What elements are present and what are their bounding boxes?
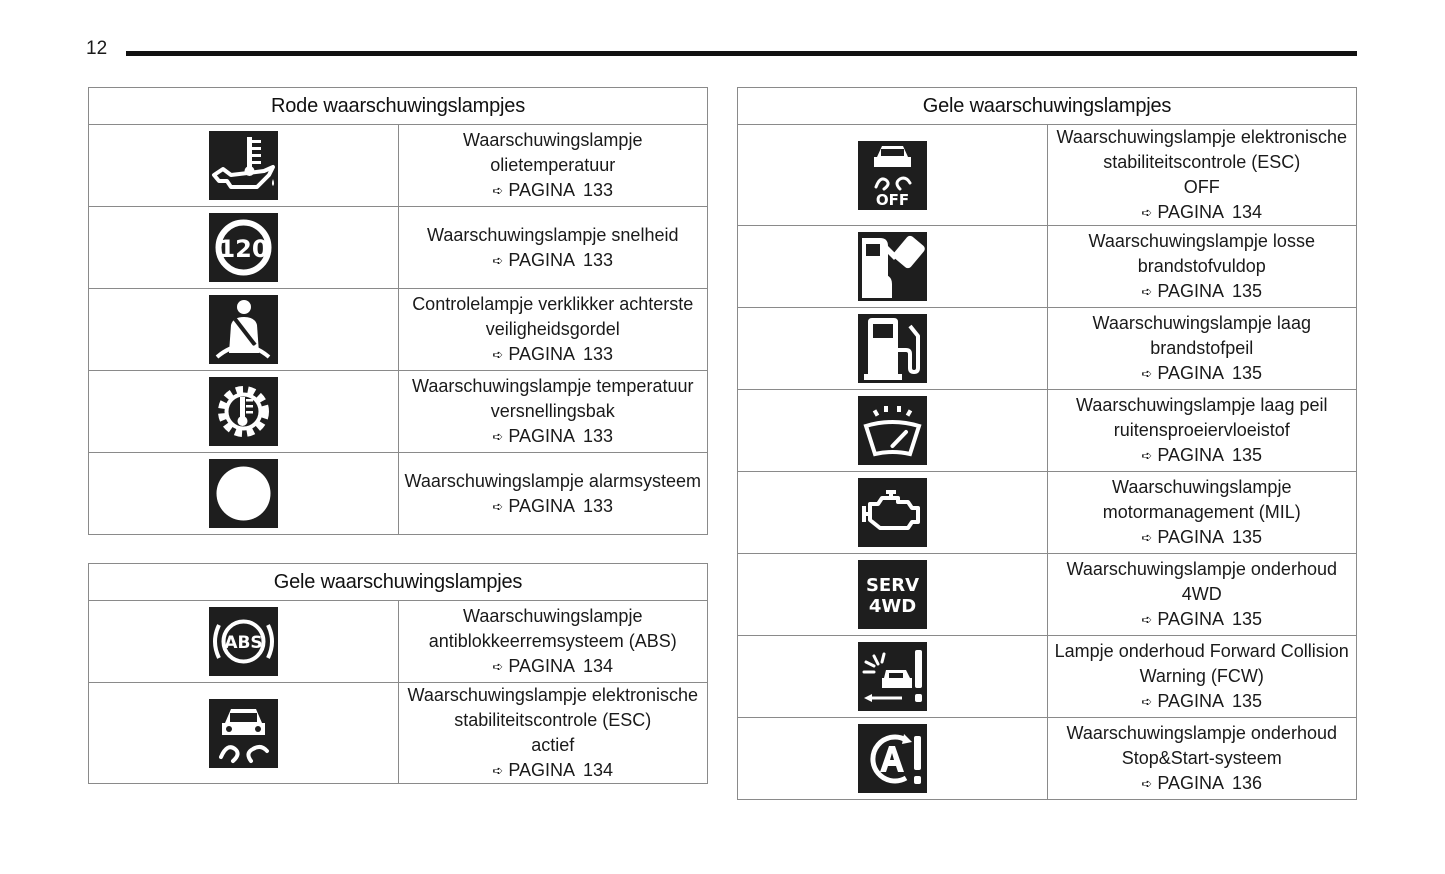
row-label: Waarschuwingslampje losse brandstofvuldop — [1088, 231, 1315, 276]
alarm-system-icon — [209, 459, 278, 528]
row-label: Waarschuwingslampje snelheid — [427, 224, 679, 245]
table-row — [738, 718, 1357, 800]
washer-fluid-icon — [858, 396, 927, 465]
table-row — [738, 390, 1357, 472]
arrow-right-icon: ➪ — [492, 763, 504, 778]
page-reference-prefix: PAGINA — [1157, 691, 1225, 711]
page-reference-prefix: PAGINA — [1157, 609, 1225, 629]
page-reference — [1141, 361, 1262, 386]
table-row — [89, 125, 708, 207]
low-fuel-icon — [858, 314, 927, 383]
speed-value-text: 120 — [218, 235, 269, 263]
page-reference-prefix: PAGINA — [1157, 445, 1225, 465]
page-reference — [1141, 689, 1262, 714]
row-label: Waarschuwingslampje antiblokkeerremsysteem (ABS) — [428, 606, 677, 651]
page-reference-prefix: PAGINA — [1157, 202, 1225, 222]
speed-120-icon — [209, 213, 278, 282]
loose-fuel-cap-icon — [858, 232, 927, 301]
page-reference-prefix: PAGINA — [508, 249, 576, 270]
table-row — [89, 207, 708, 289]
row-label: Lampje onderhoud Forward Collision Warning (FCW) — [1054, 641, 1349, 686]
page-reference-number[interactable]: 135 — [1232, 281, 1263, 301]
serv-text: SERV — [865, 575, 919, 596]
page-reference-prefix: PAGINA — [508, 344, 576, 364]
table-title: Rode waarschuwingslampjes — [89, 88, 708, 125]
table-row — [738, 636, 1357, 718]
table-row — [738, 472, 1357, 554]
oil-temperature-icon — [209, 131, 278, 200]
row-label: Waarschuwingslampje laag brandstofpeil — [1092, 313, 1311, 358]
arrow-right-icon: ➪ — [492, 498, 504, 514]
table-row — [738, 226, 1357, 308]
row-label-line-2: actief — [531, 735, 575, 755]
arrow-right-icon: ➪ — [1141, 530, 1153, 545]
page-reference — [492, 654, 613, 679]
row-label: Waarschuwingslampje motormanagement (MIL) — [1102, 477, 1301, 522]
arrow-right-icon: ➪ — [1141, 776, 1153, 791]
arrow-right-icon: ➪ — [1141, 694, 1153, 709]
page-reference — [1141, 525, 1262, 550]
page-reference — [492, 494, 613, 519]
page-reference-number[interactable]: 134 — [1232, 202, 1263, 222]
4wd-text: 4WD — [868, 596, 916, 617]
page-reference-number[interactable]: 133 — [583, 344, 614, 364]
page-reference-number[interactable]: 133 — [583, 249, 614, 270]
table-row — [738, 125, 1357, 226]
serv-4wd-icon — [858, 560, 927, 629]
page-reference-number[interactable]: 134 — [583, 760, 614, 780]
page-reference — [1141, 200, 1262, 225]
page-reference — [1141, 279, 1262, 304]
engine-check-icon — [858, 478, 927, 547]
page-reference-number[interactable]: 136 — [1232, 773, 1263, 793]
page-reference-number[interactable]: 135 — [1232, 527, 1263, 547]
table-title: Gele waarschuwingslampjes — [89, 564, 708, 601]
row-label: Waarschuwingslampje onderhoud 4WD — [1066, 559, 1337, 604]
transmission-temperature-icon — [209, 377, 278, 446]
table-title: Gele waarschuwingslampjes — [738, 88, 1357, 125]
page-reference — [492, 342, 613, 367]
table-row — [738, 554, 1357, 636]
page-reference-number[interactable]: 133 — [583, 495, 614, 516]
page-reference-number[interactable]: 135 — [1232, 609, 1263, 629]
row-label-line-2: OFF — [1183, 177, 1220, 197]
page-reference-prefix: PAGINA — [1157, 281, 1225, 301]
arrow-right-icon: ➪ — [492, 347, 504, 362]
page-reference-prefix: PAGINA — [1157, 363, 1225, 383]
esc-active-icon — [209, 699, 278, 768]
table-row — [89, 683, 708, 784]
red-warning-lights-table — [88, 87, 708, 535]
esc-off-icon — [858, 141, 927, 210]
row-label-line-1: Waarschuwingslampje elektronische stabiliteitscontrole (ESC) — [407, 685, 698, 730]
page-reference-number[interactable]: 133 — [583, 426, 614, 446]
row-label: Waarschuwingslampje temperatuur versnellingsbak — [412, 376, 694, 421]
page-reference-prefix: PAGINA — [508, 495, 576, 516]
abs-icon — [209, 607, 278, 676]
arrow-right-icon: ➪ — [492, 183, 504, 198]
row-label: Waarschuwingslampje onderhoud Stop&Start-systeem — [1066, 723, 1337, 768]
table-row — [89, 453, 708, 535]
page-reference-number[interactable]: 135 — [1232, 691, 1263, 711]
yellow-warning-lights-table-left — [88, 563, 708, 784]
off-text: OFF — [875, 190, 909, 209]
header-rule — [126, 51, 1357, 56]
page-reference — [1141, 443, 1262, 468]
seatbelt-icon — [209, 295, 278, 364]
arrow-right-icon: ➪ — [1141, 205, 1153, 220]
stop-start-icon — [858, 724, 927, 793]
page-reference — [492, 758, 613, 783]
page-reference — [492, 248, 613, 273]
page-reference-prefix: PAGINA — [508, 180, 576, 200]
page-reference — [492, 178, 613, 203]
yellow-warning-lights-table-right — [737, 87, 1357, 800]
arrow-right-icon: ➪ — [492, 429, 504, 444]
abs-text: ABS — [224, 633, 263, 653]
page-reference-number[interactable]: 135 — [1232, 445, 1263, 465]
page-reference-number[interactable]: 134 — [583, 656, 614, 676]
arrow-right-icon: ➪ — [492, 252, 504, 268]
row-label: Controlelampje verklikker achterste veiligheidsgordel — [412, 294, 694, 339]
arrow-right-icon: ➪ — [1141, 448, 1153, 463]
page-reference-prefix: PAGINA — [508, 760, 576, 780]
row-label: Waarschuwingslampje olietemperatuur — [463, 130, 643, 175]
row-label: Waarschuwingslampje laag peil ruitensproeiervloeistof — [1076, 395, 1328, 440]
table-row — [89, 601, 708, 683]
page-reference-prefix: PAGINA — [1157, 773, 1225, 793]
forward-collision-warning-icon — [858, 642, 927, 711]
arrow-right-icon: ➪ — [1141, 366, 1153, 381]
table-row — [89, 289, 708, 371]
arrow-right-icon: ➪ — [1141, 284, 1153, 299]
row-label-line-1: Waarschuwingslampje elektronische stabiliteitscontrole (ESC) — [1056, 127, 1347, 172]
row-label: Waarschuwingslampje alarmsysteem — [404, 470, 701, 491]
page-reference — [1141, 771, 1262, 796]
page-reference-prefix: PAGINA — [508, 656, 576, 676]
table-row — [738, 308, 1357, 390]
arrow-right-icon: ➪ — [1141, 612, 1153, 627]
page-reference-prefix: PAGINA — [508, 426, 576, 446]
table-row — [89, 371, 708, 453]
page-reference — [1141, 607, 1262, 632]
page-reference-prefix: PAGINA — [1157, 527, 1225, 547]
arrow-right-icon: ➪ — [492, 659, 504, 674]
page-reference-number[interactable]: 133 — [583, 180, 614, 200]
page-reference — [492, 424, 613, 449]
page-reference-number[interactable]: 135 — [1232, 363, 1263, 383]
page-number: 12 — [86, 38, 108, 59]
